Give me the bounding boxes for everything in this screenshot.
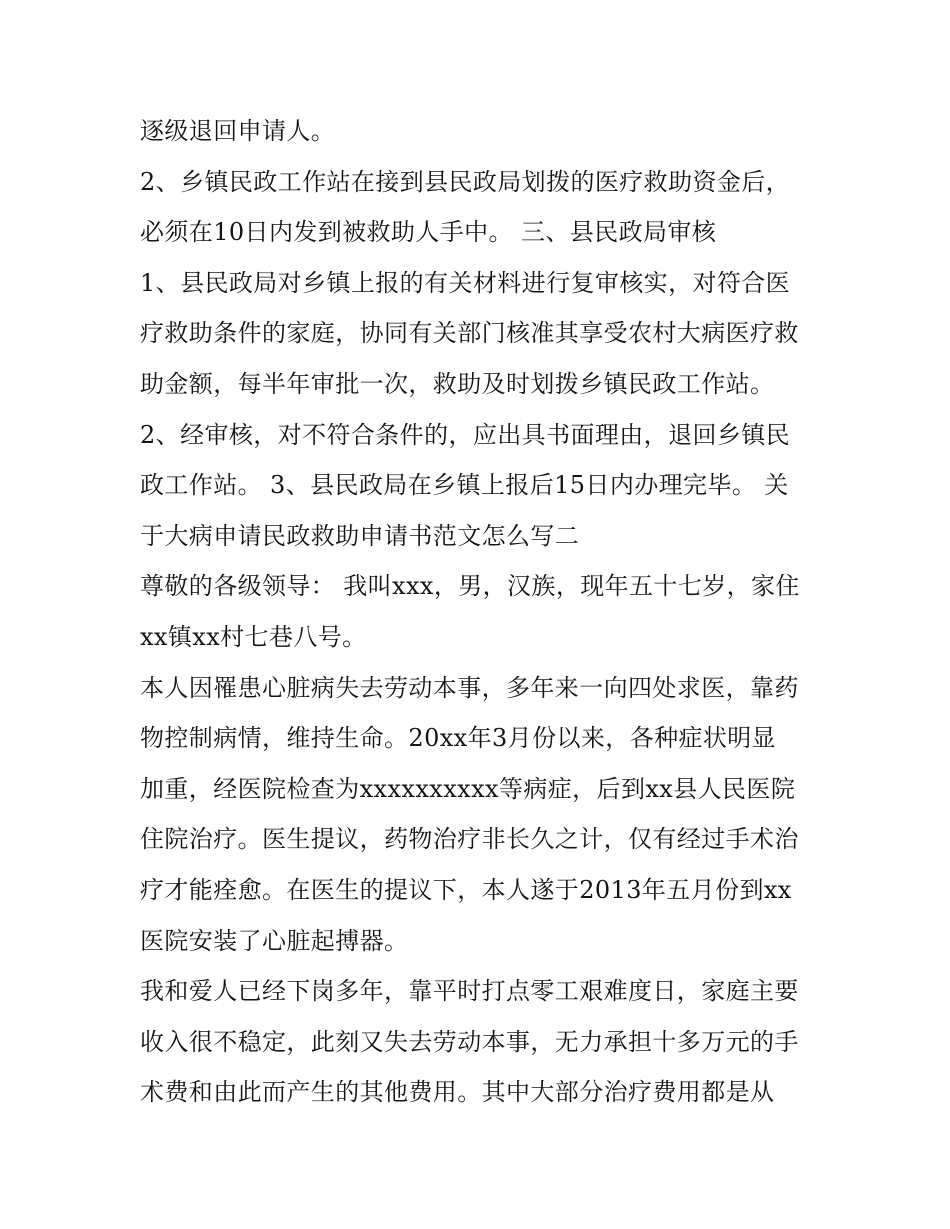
- document-body: [140, 106, 830, 1118]
- text-line: 1、县民政局对乡镇上报的有关材料进行复审核实，对符合医: [140, 268, 791, 297]
- text-line: 我和爱人已经下岗多年，靠平时打点零工艰难度日，家庭主要: [140, 977, 799, 1006]
- text-line: 助金额，每半年审批一次，救助及时划拨乡镇民政工作站。: [140, 369, 775, 398]
- text-line: 2、经审核，对不符合条件的，应出具书面理由，退回乡镇民: [140, 420, 791, 449]
- text-line: 于大病申请民政救助申请书范文怎么写二: [140, 521, 580, 550]
- text-line: 医院安装了心脏起搏器。: [140, 926, 409, 955]
- text-line: 疗才能痊愈。在医生的提议下，本人遂于2013年五月份到xx: [140, 875, 792, 904]
- text-line: 必须在10日内发到被救助人手中。 三、县民政局审核: [140, 218, 717, 247]
- text-line: 收入很不稳定，此刻又失去劳动本事，无力承担十多万元的手: [140, 1027, 799, 1056]
- text-line: 加重，经医院检查为xxxxxxxxxx等病症，后到xx县人民医院: [140, 774, 796, 803]
- text-line: 物控制病情，维持生命。20xx年3月份以来，各种症状明显: [140, 724, 777, 753]
- text-line: 2、乡镇民政工作站在接到县民政局划拨的医疗救助资金后，: [140, 167, 791, 196]
- text-line: 尊敬的各级领导： 我叫xxx，男，汉族，现年五十七岁，家住: [140, 572, 800, 601]
- text-line: xx镇xx村七巷八号。: [140, 622, 367, 651]
- text-line: 本人因罹患心脏病失去劳动本事，多年来一向四处求医，靠药: [140, 673, 799, 702]
- text-line: 逐级退回申请人。: [140, 117, 336, 145]
- text-line: 术费和由此而产生的其他费用。其中大部分治疗费用都是从: [140, 1078, 775, 1107]
- text-line: 政工作站。 3、县民政局在乡镇上报后15日内办理完毕。 关: [140, 471, 789, 500]
- text-line: 疗救助条件的家庭，协同有关部门核准其享受农村大病医疗救: [140, 319, 799, 348]
- text-line: 住院治疗。医生提议，药物治疗非长久之计，仅有经过手术治: [140, 825, 799, 854]
